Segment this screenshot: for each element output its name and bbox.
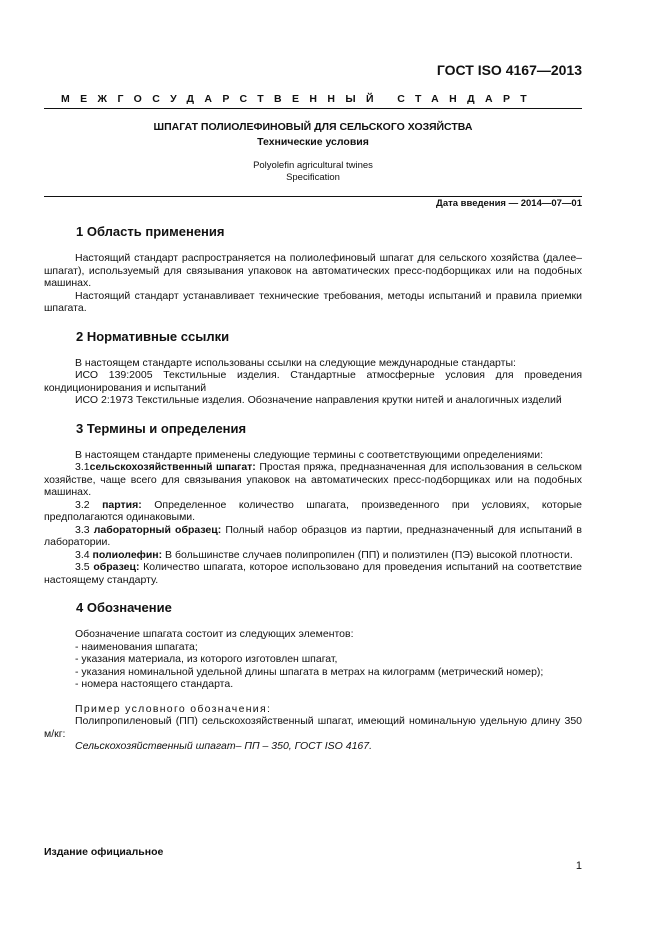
section-heading: 1 Область применения — [76, 224, 225, 239]
document-subtitle: Технические условия — [257, 136, 369, 148]
paragraph: Настоящий стандарт устанавливает технические требования, методы испытаний и правила приемки шпагата. — [44, 289, 582, 314]
section-designation — [44, 600, 582, 753]
reference-iso-139: ИСО 139:2005 Текстильные изделия. Стандартные атмосферные условия для проведения кондиционирования и испытаний — [44, 369, 582, 394]
list-item: - номера настоящего стандарта. — [75, 678, 234, 690]
section-heading: 3 Термины и определения — [76, 420, 247, 436]
list-item: - указания номинальной удельной длины шпагата в метрах на килограмм (метрический номер); — [75, 665, 544, 678]
list-item: - наименования шпагата; — [75, 640, 198, 653]
spacer — [44, 691, 582, 703]
paragraph: В настоящем стандарте применены следующие термины с соответствующими определениями: — [75, 448, 544, 461]
term-definition — [44, 461, 582, 499]
term-name: сельскохозяйственный шпагат: — [89, 461, 256, 473]
standard-code: ГОСТ ISO 4167—2013 — [436, 62, 582, 78]
term-number: 3.2 — [75, 498, 103, 511]
section-heading: 2 Нормативные ссылки — [76, 328, 230, 344]
term-definition — [44, 549, 582, 562]
term-text: Определенное количество шпагата, произведенного при условиях, которые предполагаются одинаковыми. — [44, 498, 583, 523]
page-number: 1 — [575, 860, 582, 872]
section-normative-references — [44, 329, 582, 407]
term-definition — [44, 499, 582, 524]
paragraph: Обозначение шпагата состоит из следующих элементов: — [75, 628, 354, 640]
document-body — [44, 224, 582, 767]
paragraph: В настоящем стандарте использованы ссылки на следующие международные стандарты: — [75, 356, 516, 369]
example-text: Полипропиленовый (ПП) сельскохозяйственный шпагат, имеющий номинальную удельную длину 350 м/кг: — [44, 715, 582, 740]
list-item: - указания материала, из которого изготовлен шпагат, — [75, 653, 338, 665]
section-scope — [44, 224, 582, 315]
term-number: 3.3 — [75, 523, 94, 536]
english-subtitle: Specification — [286, 172, 340, 183]
term-definition — [44, 524, 582, 549]
date-rule — [44, 196, 582, 197]
interstate-standard-banner: МЕЖГОСУДАРСТВЕННЫЙ СТАНДАРТ — [61, 93, 538, 105]
term-name: партия: — [102, 498, 142, 511]
term-name: образец: — [93, 561, 140, 573]
introduction-date: Дата введения — 2014—07—01 — [436, 198, 582, 209]
term-number: 3.1 — [75, 461, 90, 473]
english-title: Polyolefin agricultural twines — [253, 160, 373, 171]
document-title: ШПАГАТ ПОЛИОЛЕФИНОВЫЙ ДЛЯ СЕЛЬСКОГО ХОЗЯЙСТВА — [153, 121, 473, 133]
section-heading: 4 Обозначение — [76, 600, 172, 615]
term-text: Полный набор образцов из партии, предназначенный для испытаний в лаборатории. — [44, 523, 583, 548]
example-label: Пример условного обозначения: — [75, 702, 272, 715]
official-edition-label: Издание официальное — [44, 846, 164, 858]
term-text: Количество шпагата, которое использовано для проведения испытаний на соответствие настоящему стандарту. — [44, 561, 582, 586]
term-text: Простая пряжа, предназначенная для использования в сельском хозяйстве, чаще всего для связывания упаковок на автоматических пресс-подборщиках или на подобных машинах. — [44, 461, 582, 498]
example-designation: Сельскохозяйственный шпагат– ПП – 350, ГОСТ ISO 4167. — [75, 740, 372, 752]
term-number: 3.4 — [75, 548, 93, 561]
header-rule — [44, 108, 582, 109]
reference-iso-2: ИСО 2:1973 Текстильные изделия. Обозначение направления крутки нитей и аналогичных изделий — [75, 394, 562, 406]
paragraph: Настоящий стандарт распространяется на полиолефиновый шпагат для сельского хозяйства (далее–шпагат), используемый для связывания упаковок на автоматических пресс-подборщиках или на подобных машинах. — [44, 252, 582, 289]
term-definition — [44, 561, 582, 586]
section-terms — [44, 421, 582, 587]
term-name: лабораторный образец: — [93, 523, 222, 536]
term-name: полиолефин: — [92, 548, 163, 561]
term-number: 3.5 — [75, 561, 94, 573]
term-text: В большинстве случаев полипропилен (ПП) и полиэтилен (ПЭ) высокой плотности. — [162, 548, 573, 561]
